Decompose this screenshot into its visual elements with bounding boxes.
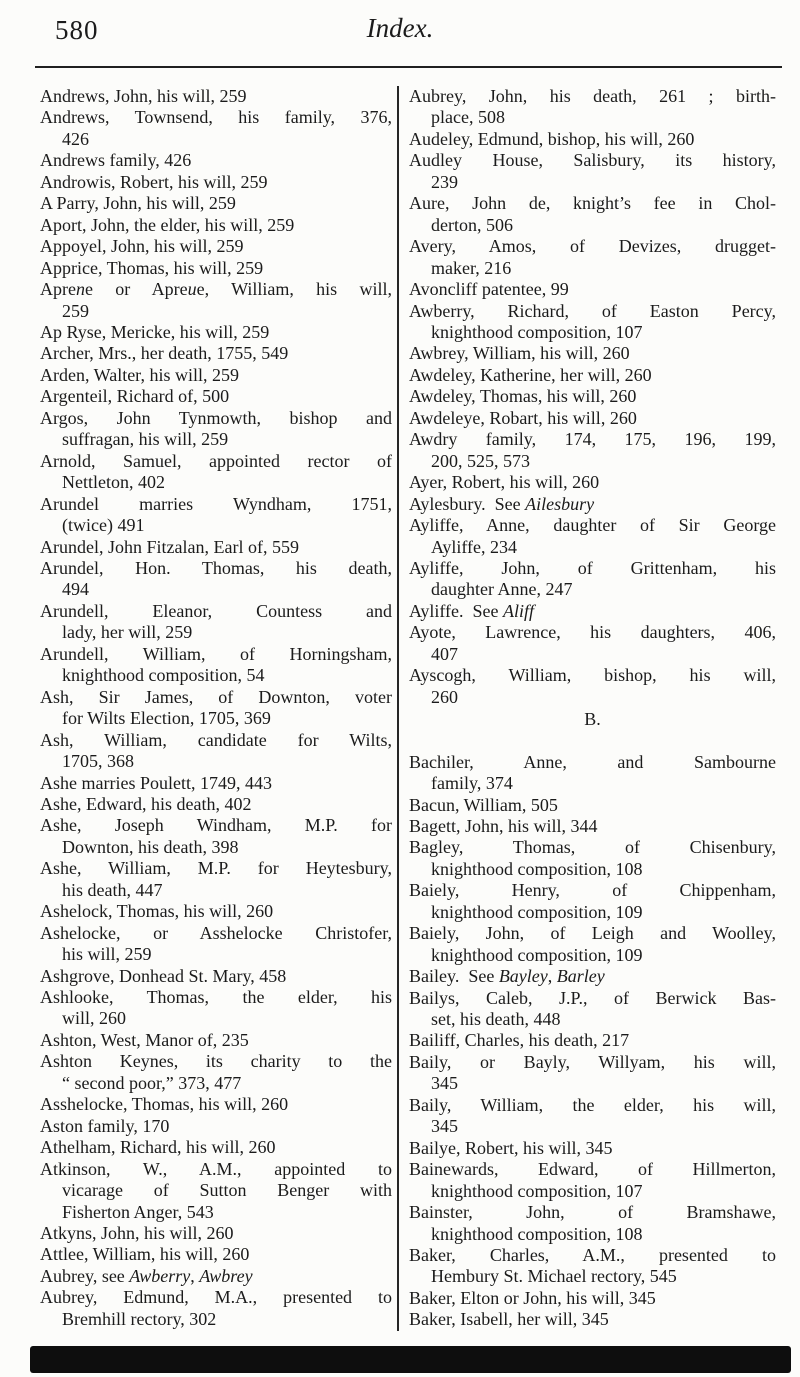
entry-line: Ayliffe. See Aliff	[409, 600, 534, 621]
index-entry	[40, 858, 392, 901]
entry-line: knighthood composition, 108	[431, 1223, 643, 1244]
entry-line: knighthood composition, 107	[431, 321, 643, 342]
entry-line: Audeley, Edmund, bishop, his will, 260	[409, 128, 695, 149]
entry-line: 407	[431, 643, 458, 664]
index-entry	[40, 558, 392, 601]
entry-line: Andrews family, 426	[40, 150, 192, 171]
page-number: 580	[55, 15, 99, 45]
entry-line: Ashgrove, Donhead St. Mary, 458	[40, 965, 287, 986]
index-entry	[409, 343, 776, 364]
entry-line: Bagley, Thomas, of Chisenbury,	[409, 837, 776, 858]
entry-line: Bremhill rectory, 302	[62, 1308, 217, 1329]
index-entry	[40, 901, 392, 922]
entry-line: Bachiler, Anne, and Sambourne	[409, 751, 776, 772]
index-entry	[40, 1094, 392, 1115]
entry-line: lady, her will, 259	[62, 622, 193, 643]
entry-line: “ second poor,” 373, 477	[62, 1072, 242, 1093]
entry-line: Asshelocke, Thomas, his will, 260	[40, 1094, 289, 1115]
entry-line: maker, 216	[431, 257, 512, 278]
entry-line: Argenteil, Richard of, 500	[40, 386, 230, 407]
entry-line: Ashelock, Thomas, his will, 260	[40, 901, 274, 922]
entry-line: Awdeley, Thomas, his will, 260	[409, 386, 637, 407]
entry-line: Bailiff, Charles, his death, 217	[409, 1030, 630, 1051]
entry-line: Andrews, Townsend, his family, 376,	[40, 107, 392, 128]
index-entry	[40, 987, 392, 1030]
index-entry	[40, 193, 392, 214]
entry-line: Awdry family, 174, 175, 196, 199,	[409, 429, 776, 450]
entry-line: Awdeley, Katherine, her will, 260	[409, 364, 652, 385]
index-entry	[409, 386, 776, 407]
index-entry	[40, 687, 392, 730]
entry-line: Archer, Mrs., her death, 1755, 549	[40, 343, 289, 364]
index-entry	[40, 451, 392, 494]
entry-line: Bagett, John, his will, 344	[409, 815, 598, 836]
entry-line: Ayliffe, John, of Grittenham, his	[409, 557, 776, 578]
entry-line: Avoncliff patentee, 99	[409, 279, 569, 300]
entry-line: Nettleton, 402	[62, 472, 165, 493]
entry-line: Ash, William, candidate for Wilts,	[40, 729, 392, 750]
index-entry	[409, 622, 776, 665]
entry-line: Aylesbury. See Ailesbury	[409, 493, 595, 514]
entry-line: Baiely, John, of Leigh and Woolley,	[409, 923, 776, 944]
index-entry	[409, 279, 776, 300]
entry-line: Bainewards, Edward, of Hillmerton,	[409, 1159, 776, 1180]
entry-line: vicarage of Sutton Benger with	[62, 1180, 392, 1201]
section-heading: B.	[584, 709, 601, 730]
entry-line: Arundel marries Wyndham, 1751,	[40, 493, 392, 514]
entry-line: Ayote, Lawrence, his daughters, 406,	[409, 622, 776, 643]
entry-line: his death, 447	[62, 879, 163, 900]
entry-line: Bailey. See Bayley, Barley	[409, 966, 605, 987]
index-entry	[40, 1051, 392, 1094]
index-entry	[40, 1244, 392, 1265]
entry-line: set, his death, 448	[431, 1009, 561, 1030]
index-entry	[40, 644, 392, 687]
entry-line: Aprene or Apreue, William, his will,	[40, 279, 393, 300]
entry-line: Athelham, Richard, his will, 260	[40, 1137, 276, 1158]
index-entry	[409, 1052, 776, 1095]
index-entry	[40, 601, 392, 644]
index-entry	[409, 236, 776, 279]
index-entry	[409, 494, 776, 515]
index-entry	[409, 86, 776, 129]
index-entry	[40, 172, 392, 193]
index-entry	[40, 386, 392, 407]
entry-line: Hembury St. Michael rectory, 545	[431, 1266, 677, 1287]
index-entry	[40, 365, 392, 386]
entry-line: place, 508	[431, 107, 505, 128]
index-entry	[409, 966, 776, 987]
index-entry	[409, 472, 776, 493]
entry-line: suffragan, his will, 259	[62, 429, 229, 450]
index-entry	[409, 1030, 776, 1051]
entry-line: Androwis, Robert, his will, 259	[40, 171, 268, 192]
entry-line: Andrews, John, his will, 259	[40, 86, 247, 106]
entry-line: Ashe, Edward, his death, 402	[40, 793, 252, 814]
index-entry	[409, 558, 776, 601]
entry-line: Aston family, 170	[40, 1115, 170, 1136]
index-entry	[40, 150, 392, 171]
index-entry	[40, 1030, 392, 1051]
index-entry	[409, 665, 776, 708]
index-entry	[40, 773, 392, 794]
entry-line: Arnold, Samuel, appointed rector of	[40, 450, 392, 471]
entry-line: 239	[431, 171, 458, 192]
entry-line: family, 374	[431, 773, 513, 794]
index-entry	[409, 1309, 776, 1330]
index-entry	[40, 1223, 392, 1244]
entry-line: Apprice, Thomas, his will, 259	[40, 257, 264, 278]
entry-line: knighthood composition, 54	[62, 665, 265, 686]
index-entry	[40, 86, 392, 107]
index-entry	[40, 343, 392, 364]
index-entry	[40, 1266, 392, 1287]
entry-line: 260	[431, 686, 458, 707]
entry-line: Appoyel, John, his will, 259	[40, 236, 244, 257]
entry-line: for Wilts Election, 1705, 369	[62, 708, 271, 729]
entry-line: A Parry, John, his will, 259	[40, 193, 236, 214]
entry-line: 345	[431, 1073, 458, 1094]
entry-line: Aure, John de, knight’s fee in Chol-	[409, 193, 776, 214]
entry-line: 200, 525, 573	[431, 450, 530, 471]
entry-line: Baily, or Bayly, Willyam, his will,	[409, 1051, 776, 1072]
entry-line: Baker, Charles, A.M., presented to	[409, 1245, 776, 1266]
entry-line: Aubrey, see Awberry, Awbrey	[40, 1265, 253, 1286]
entry-line: Ashe, William, M.P. for Heytesbury,	[40, 858, 392, 879]
index-entry	[409, 129, 776, 150]
entry-line: Aport, John, the elder, his will, 259	[40, 214, 295, 235]
right-column	[399, 86, 776, 1331]
entry-line: Arundel, John Fitzalan, Earl of, 559	[40, 536, 299, 557]
entry-line: Arundell, William, of Horningsham,	[40, 643, 392, 664]
entry-line: Bainster, John, of Bramshawe,	[409, 1202, 776, 1223]
entry-line: Aubrey, Edmund, M.A., presented to	[40, 1287, 392, 1308]
entry-line: 259	[62, 300, 89, 321]
entry-line: 1705, 368	[62, 751, 134, 772]
entry-line: Attlee, William, his will, 260	[40, 1244, 250, 1265]
index-entry	[40, 1159, 392, 1223]
entry-line: knighthood composition, 107	[431, 1180, 643, 1201]
entry-line: Ashe marries Poulett, 1749, 443	[40, 772, 272, 793]
entry-line: Atkyns, John, his will, 260	[40, 1223, 234, 1244]
entry-line: knighthood composition, 109	[431, 901, 643, 922]
entry-line: Ayliffe, 234	[431, 536, 518, 557]
index-entry	[40, 236, 392, 257]
entry-line: Awberry, Richard, of Easton Percy,	[409, 300, 776, 321]
index-entry	[409, 193, 776, 236]
entry-line: Ashlooke, Thomas, the elder, his	[40, 987, 392, 1008]
index-entry	[40, 215, 392, 236]
entry-line: 345	[431, 1116, 458, 1137]
index-entry	[409, 837, 776, 880]
entry-line: daughter Anne, 247	[431, 579, 573, 600]
index-entry	[409, 150, 776, 193]
entry-line: his will, 259	[62, 944, 152, 965]
index-entry	[40, 279, 392, 322]
entry-line: Ayer, Robert, his will, 260	[409, 472, 600, 493]
entry-line: knighthood composition, 109	[431, 944, 643, 965]
entry-line: Audley House, Salisbury, its history,	[409, 150, 776, 171]
entry-line: will, 260	[62, 1008, 127, 1029]
index-entry	[409, 301, 776, 344]
index-entry	[409, 1245, 776, 1288]
entry-line: Ashe, Joseph Windham, M.P. for	[40, 815, 392, 836]
index-entry	[40, 258, 392, 279]
index-entry	[40, 537, 392, 558]
entry-line: Ashelocke, or Asshelocke Christofer,	[40, 922, 392, 943]
entry-line: Ashton, West, Manor of, 235	[40, 1029, 249, 1050]
entry-line: Avery, Amos, of Devizes, drugget-	[409, 236, 776, 257]
index-entry	[40, 1137, 392, 1158]
index-entry	[40, 494, 392, 537]
page-header	[0, 0, 800, 66]
index-entry	[40, 107, 392, 150]
index-entry	[409, 752, 776, 795]
entry-line: Baiely, Henry, of Chippenham,	[409, 880, 776, 901]
entry-line: Ayliffe, Anne, daughter of Sir George	[409, 515, 776, 536]
entry-line: Bacun, William, 505	[409, 794, 558, 815]
index-entry	[40, 322, 392, 343]
index-entry	[409, 429, 776, 472]
index-entry	[409, 1288, 776, 1309]
entry-line: Fisherton Anger, 543	[62, 1201, 214, 1222]
entry-line: Argos, John Tynmowth, bishop and	[40, 407, 392, 428]
entry-line: Ashton Keynes, its charity to the	[40, 1051, 392, 1072]
entry-line: (twice) 491	[62, 515, 145, 536]
index-entry	[40, 1287, 392, 1330]
entry-line: knighthood composition, 108	[431, 858, 643, 879]
entry-line: Ash, Sir James, of Downton, voter	[40, 686, 392, 707]
entry-line: 426	[62, 128, 89, 149]
entry-line: Downton, his death, 398	[62, 836, 239, 857]
entry-line: Bailys, Caleb, J.P., of Berwick Bas-	[409, 987, 776, 1008]
index-entry	[409, 923, 776, 966]
entry-line: Baily, William, the elder, his will,	[409, 1094, 776, 1115]
entry-line: Awdeleye, Robart, his will, 260	[409, 407, 637, 428]
entry-line: Arundell, Eleanor, Countess and	[40, 600, 392, 621]
index-entry	[409, 601, 776, 622]
index-entry	[409, 795, 776, 816]
entry-line: Arden, Walter, his will, 259	[40, 364, 239, 385]
entry-line: Bailye, Robert, his will, 345	[409, 1137, 613, 1158]
index-entry	[40, 966, 392, 987]
index-entry	[40, 815, 392, 858]
index-entry	[409, 1095, 776, 1138]
index-entry	[409, 1159, 776, 1202]
index-columns	[40, 86, 776, 1331]
index-entry	[40, 408, 392, 451]
entry-line: Ayscogh, William, bishop, his will,	[409, 665, 776, 686]
index-entry	[40, 730, 392, 773]
page-title: Index.	[366, 13, 434, 43]
index-entry	[40, 923, 392, 966]
entry-line: Atkinson, W., A.M., appointed to	[40, 1158, 392, 1179]
entry-line: derton, 506	[431, 214, 513, 235]
index-entry	[409, 515, 776, 558]
index-entry	[40, 794, 392, 815]
entry-line: Arundel, Hon. Thomas, his death,	[40, 557, 392, 578]
index-entry	[409, 408, 776, 429]
entry-line: Aubrey, John, his death, 261 ; birth-	[409, 86, 776, 106]
index-entry	[40, 1116, 392, 1137]
left-column	[40, 86, 397, 1331]
entry-line: Baker, Elton or John, his will, 345	[409, 1287, 656, 1308]
index-entry	[409, 1202, 776, 1245]
entry-line: Ap Ryse, Mericke, his will, 259	[40, 321, 270, 342]
entry-line: Baker, Isabell, her will, 345	[409, 1309, 609, 1330]
scan-edge-bar	[30, 1346, 791, 1373]
index-entry	[409, 365, 776, 386]
entry-line: Awbrey, William, his will, 260	[409, 343, 630, 364]
index-entry	[409, 880, 776, 923]
index-entry	[409, 1138, 776, 1159]
entry-line: 494	[62, 579, 89, 600]
index-entry	[409, 988, 776, 1031]
header-rule	[35, 66, 782, 68]
index-entry	[409, 816, 776, 837]
